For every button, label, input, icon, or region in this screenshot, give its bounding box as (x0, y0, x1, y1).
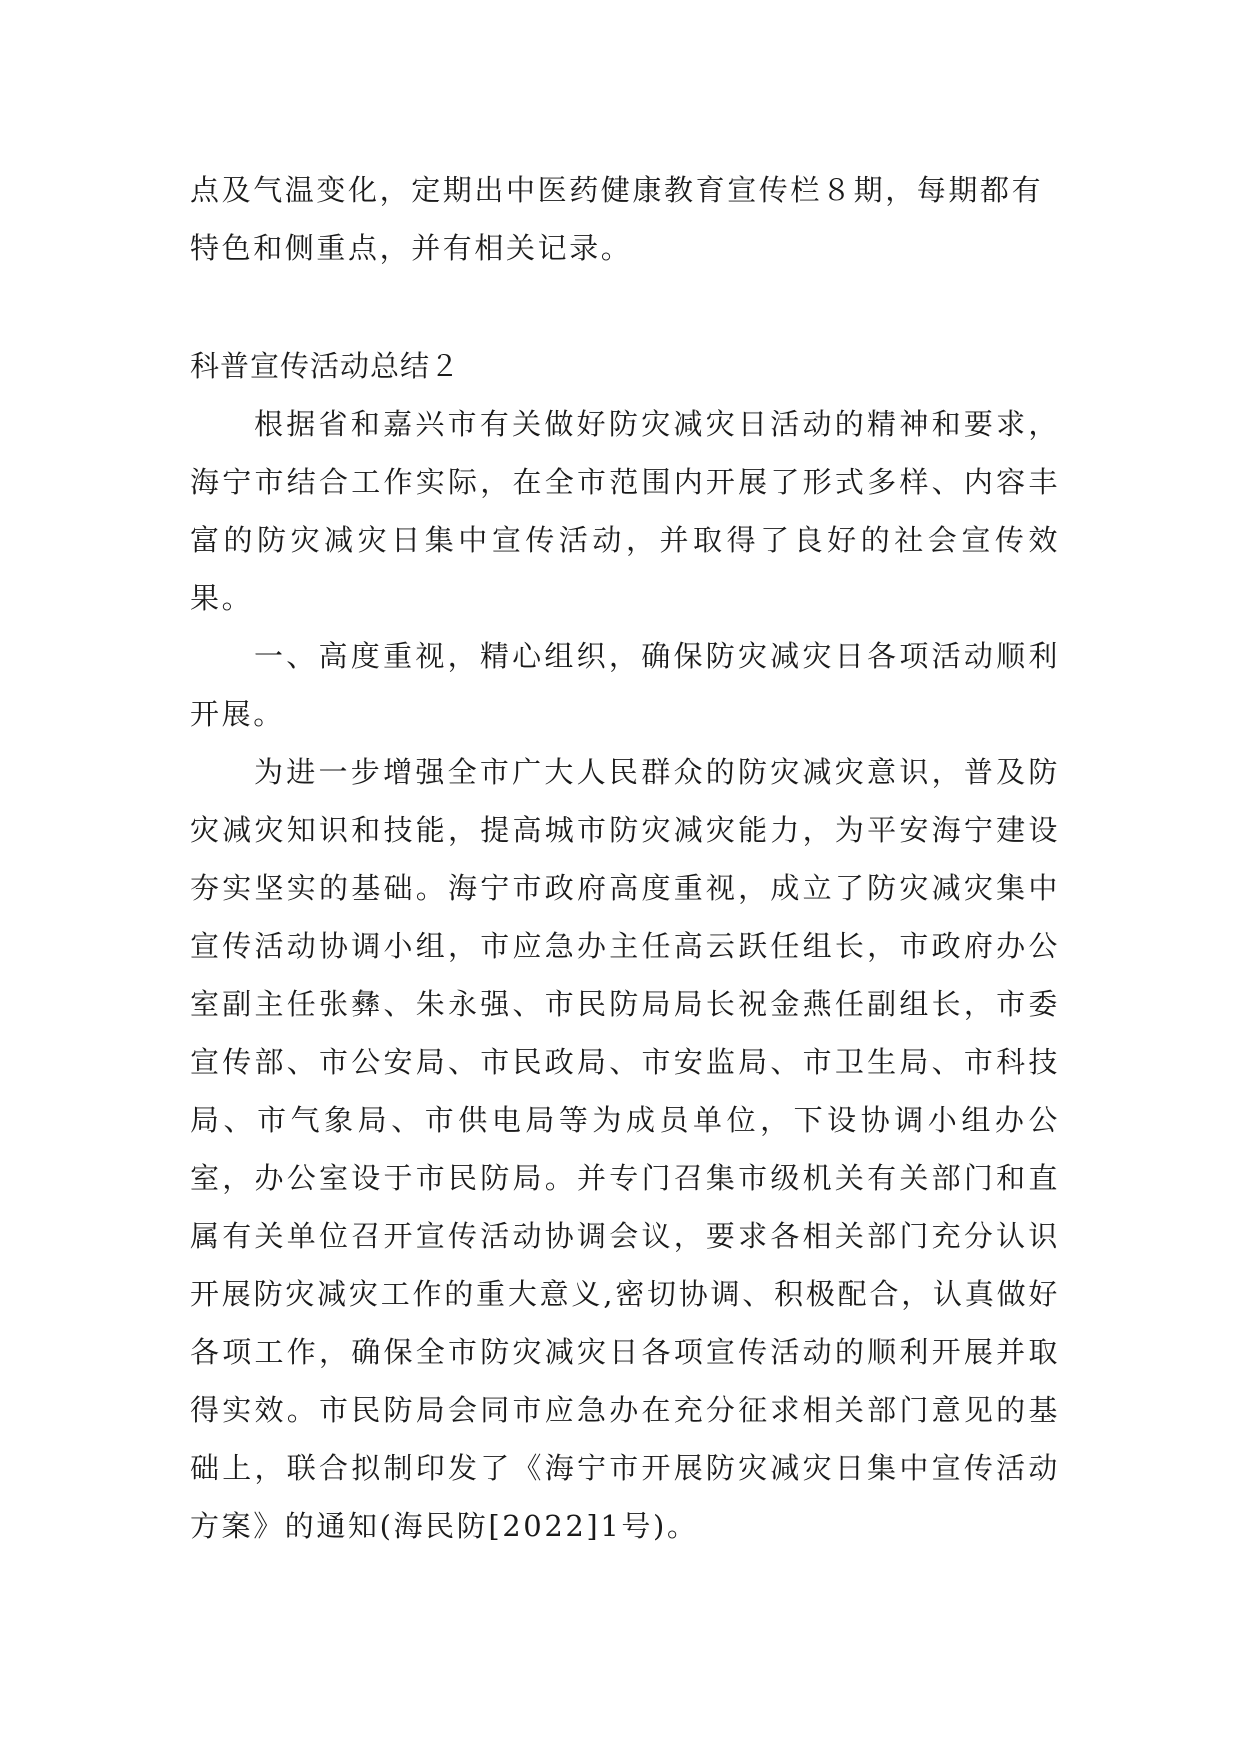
section-title: 科普宣传活动总结２ (190, 349, 461, 383)
body-paragraph-details: 为进一步增强全市广大人民群众的防灾减灾意识，普及防灾减灾知识和技能，提高城市防灾减灾能力，为平安海宁建设夯实坚实的基础。海宁市政府高度重视，成立了防灾减灾集中宣传活动协调小组，市应急办主任高云跃任组长，市政府办公室副主任张彝、朱永强、市民防局局长祝金燕任副组长，市委宣传部、市公安局、市民政局、市安监局、市卫生局、市科技局、市气象局、市供电局等为成员单位，下设协调小组办公室，办公室设于市民防局。并专门召集市级机关有关部门和直属有关单位召开宣传活动协调会议，要求各相关部门充分认识开展防灾减灾工作的重大意义,密切协调、积极配合，认真做好各项工作，确保全市防灾减灾日各项宣传活动的顺利开展并取得实效。市民防局会同市应急办在充分征求相关部门意见的基础上，联合拟制印发了《海宁市开展防灾减灾日集中宣传活动方案》的通知(海民防[2022]1号)。 (190, 755, 1060, 1543)
intro-paragraph: 点及气温变化，定期出中医药健康教育宣传栏８期，每期都有特色和侧重点，并有相关记录。 (190, 173, 1044, 265)
body-paragraph-intro: 根据省和嘉兴市有关做好防灾减灾日活动的精神和要求，海宁市结合工作实际，在全市范围内开展了形式多样、内容丰富的防灾减灾日集中宣传活动，并取得了良好的社会宣传效果。 (190, 407, 1060, 615)
body-paragraph-section-heading: 一、高度重视，精心组织，确保防灾减灾日各项活动顺利开展。 (190, 639, 1060, 731)
